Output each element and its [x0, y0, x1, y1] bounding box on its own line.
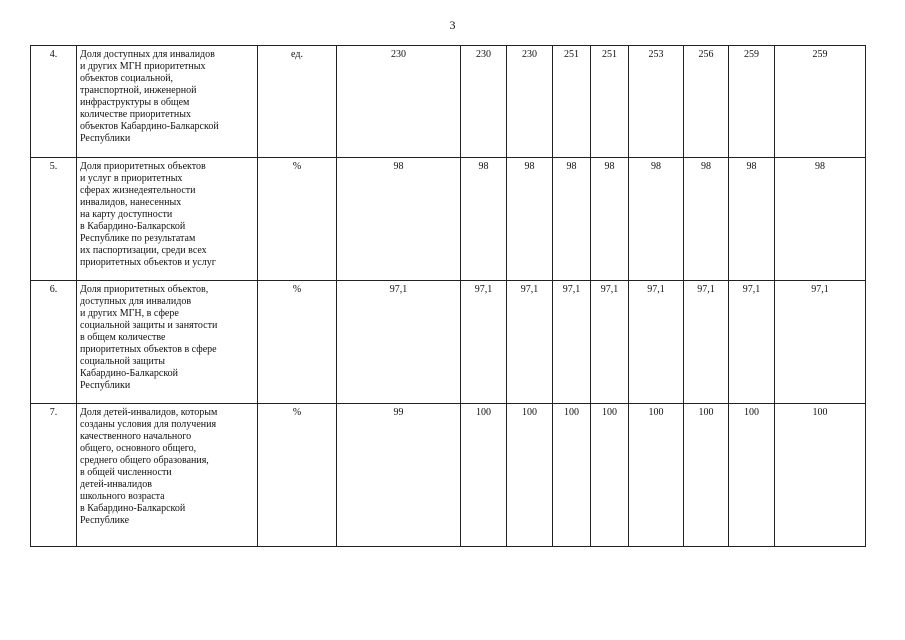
table-row — [31, 158, 866, 281]
indicators-table — [30, 45, 866, 547]
indicator-name-line: Республике — [80, 515, 130, 526]
value-cell: 98 — [591, 158, 629, 281]
indicator-name-line: Кабардино-Балкарской — [80, 368, 179, 379]
indicator-name-line: транспортной, инженерной — [80, 85, 197, 96]
indicator-name — [77, 404, 258, 547]
indicator-name-line: сферах жизнедеятельности — [80, 185, 196, 196]
value-cell: 253 — [629, 46, 684, 158]
value-cell: 100 — [775, 404, 866, 547]
value-cell: 230 — [337, 46, 461, 158]
value-cell: 100 — [553, 404, 591, 547]
indicator-name-line: инвалидов, нанесенных — [80, 197, 182, 208]
value-cell: 98 — [337, 158, 461, 281]
indicator-name — [77, 281, 258, 404]
value-cell: 97,1 — [729, 281, 775, 404]
indicator-name-line: общего, основного общего, — [80, 443, 197, 454]
value-cell: 230 — [507, 46, 553, 158]
row-number: 7. — [31, 404, 77, 547]
value-cell: 230 — [461, 46, 507, 158]
indicator-name-line: в общей численности — [80, 467, 172, 478]
indicator-name-line: созданы условия для получения — [80, 419, 217, 430]
value-cell: 256 — [684, 46, 729, 158]
unit-cell: % — [258, 281, 337, 404]
indicator-name-line: в Кабардино-Балкарской — [80, 503, 186, 514]
value-cell: 98 — [684, 158, 729, 281]
value-cell: 98 — [729, 158, 775, 281]
value-cell: 100 — [461, 404, 507, 547]
indicator-name-line: количестве приоритетных — [80, 109, 191, 120]
value-cell: 97,1 — [337, 281, 461, 404]
value-cell: 100 — [591, 404, 629, 547]
indicator-name-line: Доля детей-инвалидов, которым — [80, 407, 218, 418]
value-cell: 97,1 — [684, 281, 729, 404]
table-row — [31, 281, 866, 404]
value-cell: 259 — [729, 46, 775, 158]
value-cell: 98 — [775, 158, 866, 281]
value-cell: 251 — [591, 46, 629, 158]
value-cell: 100 — [629, 404, 684, 547]
value-cell: 98 — [461, 158, 507, 281]
indicator-name-line: в общем количестве — [80, 332, 166, 343]
indicator-name-line: детей-инвалидов — [80, 479, 152, 490]
indicator-name-line: среднего общего образования, — [80, 455, 209, 466]
value-cell: 97,1 — [775, 281, 866, 404]
value-cell: 251 — [553, 46, 591, 158]
indicator-name-line: социальной защиты и занятости — [80, 320, 218, 331]
value-cell: 97,1 — [553, 281, 591, 404]
indicator-name-line: приоритетных объектов и услуг — [80, 257, 216, 268]
value-cell: 97,1 — [507, 281, 553, 404]
value-cell: 97,1 — [591, 281, 629, 404]
indicator-name-line: и других МГН, в сфере — [80, 308, 179, 319]
row-number: 6. — [31, 281, 77, 404]
indicator-name-line: Республике по результатам — [80, 233, 196, 244]
value-cell: 259 — [775, 46, 866, 158]
indicator-name-line: их паспортизации, среди всех — [80, 245, 207, 256]
indicator-name-line: Доля приоритетных объектов, — [80, 284, 209, 295]
indicator-name-line: на карту доступности — [80, 209, 173, 220]
indicator-name-line: приоритетных объектов в сфере — [80, 344, 217, 355]
value-cell: 98 — [507, 158, 553, 281]
value-cell: 97,1 — [461, 281, 507, 404]
indicator-name-line: Доля приоритетных объектов — [80, 161, 206, 172]
indicator-name-line: Республики — [80, 133, 131, 144]
value-cell: 100 — [729, 404, 775, 547]
indicator-name-line: Доля доступных для инвалидов — [80, 49, 215, 60]
unit-cell: ед. — [258, 46, 337, 158]
value-cell: 100 — [507, 404, 553, 547]
indicator-name — [77, 158, 258, 281]
indicator-name-line: доступных для инвалидов — [80, 296, 192, 307]
table-row — [31, 404, 866, 547]
indicator-name — [77, 46, 258, 158]
unit-cell: % — [258, 404, 337, 547]
value-cell: 99 — [337, 404, 461, 547]
indicator-name-line: в Кабардино-Балкарской — [80, 221, 186, 232]
value-cell: 98 — [629, 158, 684, 281]
indicator-name-line: и других МГН приоритетных — [80, 61, 206, 72]
indicator-name-line: школьного возраста — [80, 491, 165, 502]
table-row — [31, 46, 866, 158]
indicator-name-line: объектов социальной, — [80, 73, 174, 84]
indicator-name-line: социальной защиты — [80, 356, 165, 367]
indicator-name-line: объектов Кабардино-Балкарской — [80, 121, 219, 132]
value-cell: 98 — [553, 158, 591, 281]
value-cell: 97,1 — [629, 281, 684, 404]
row-number: 4. — [31, 46, 77, 158]
value-cell: 100 — [684, 404, 729, 547]
unit-cell: % — [258, 158, 337, 281]
indicator-name-line: и услуг в приоритетных — [80, 173, 183, 184]
row-number: 5. — [31, 158, 77, 281]
indicator-name-line: инфраструктуры в общем — [80, 97, 190, 108]
page-number: 3 — [449, 18, 456, 32]
indicator-name-line: качественного начального — [80, 431, 192, 442]
indicator-name-line: Республики — [80, 380, 131, 391]
